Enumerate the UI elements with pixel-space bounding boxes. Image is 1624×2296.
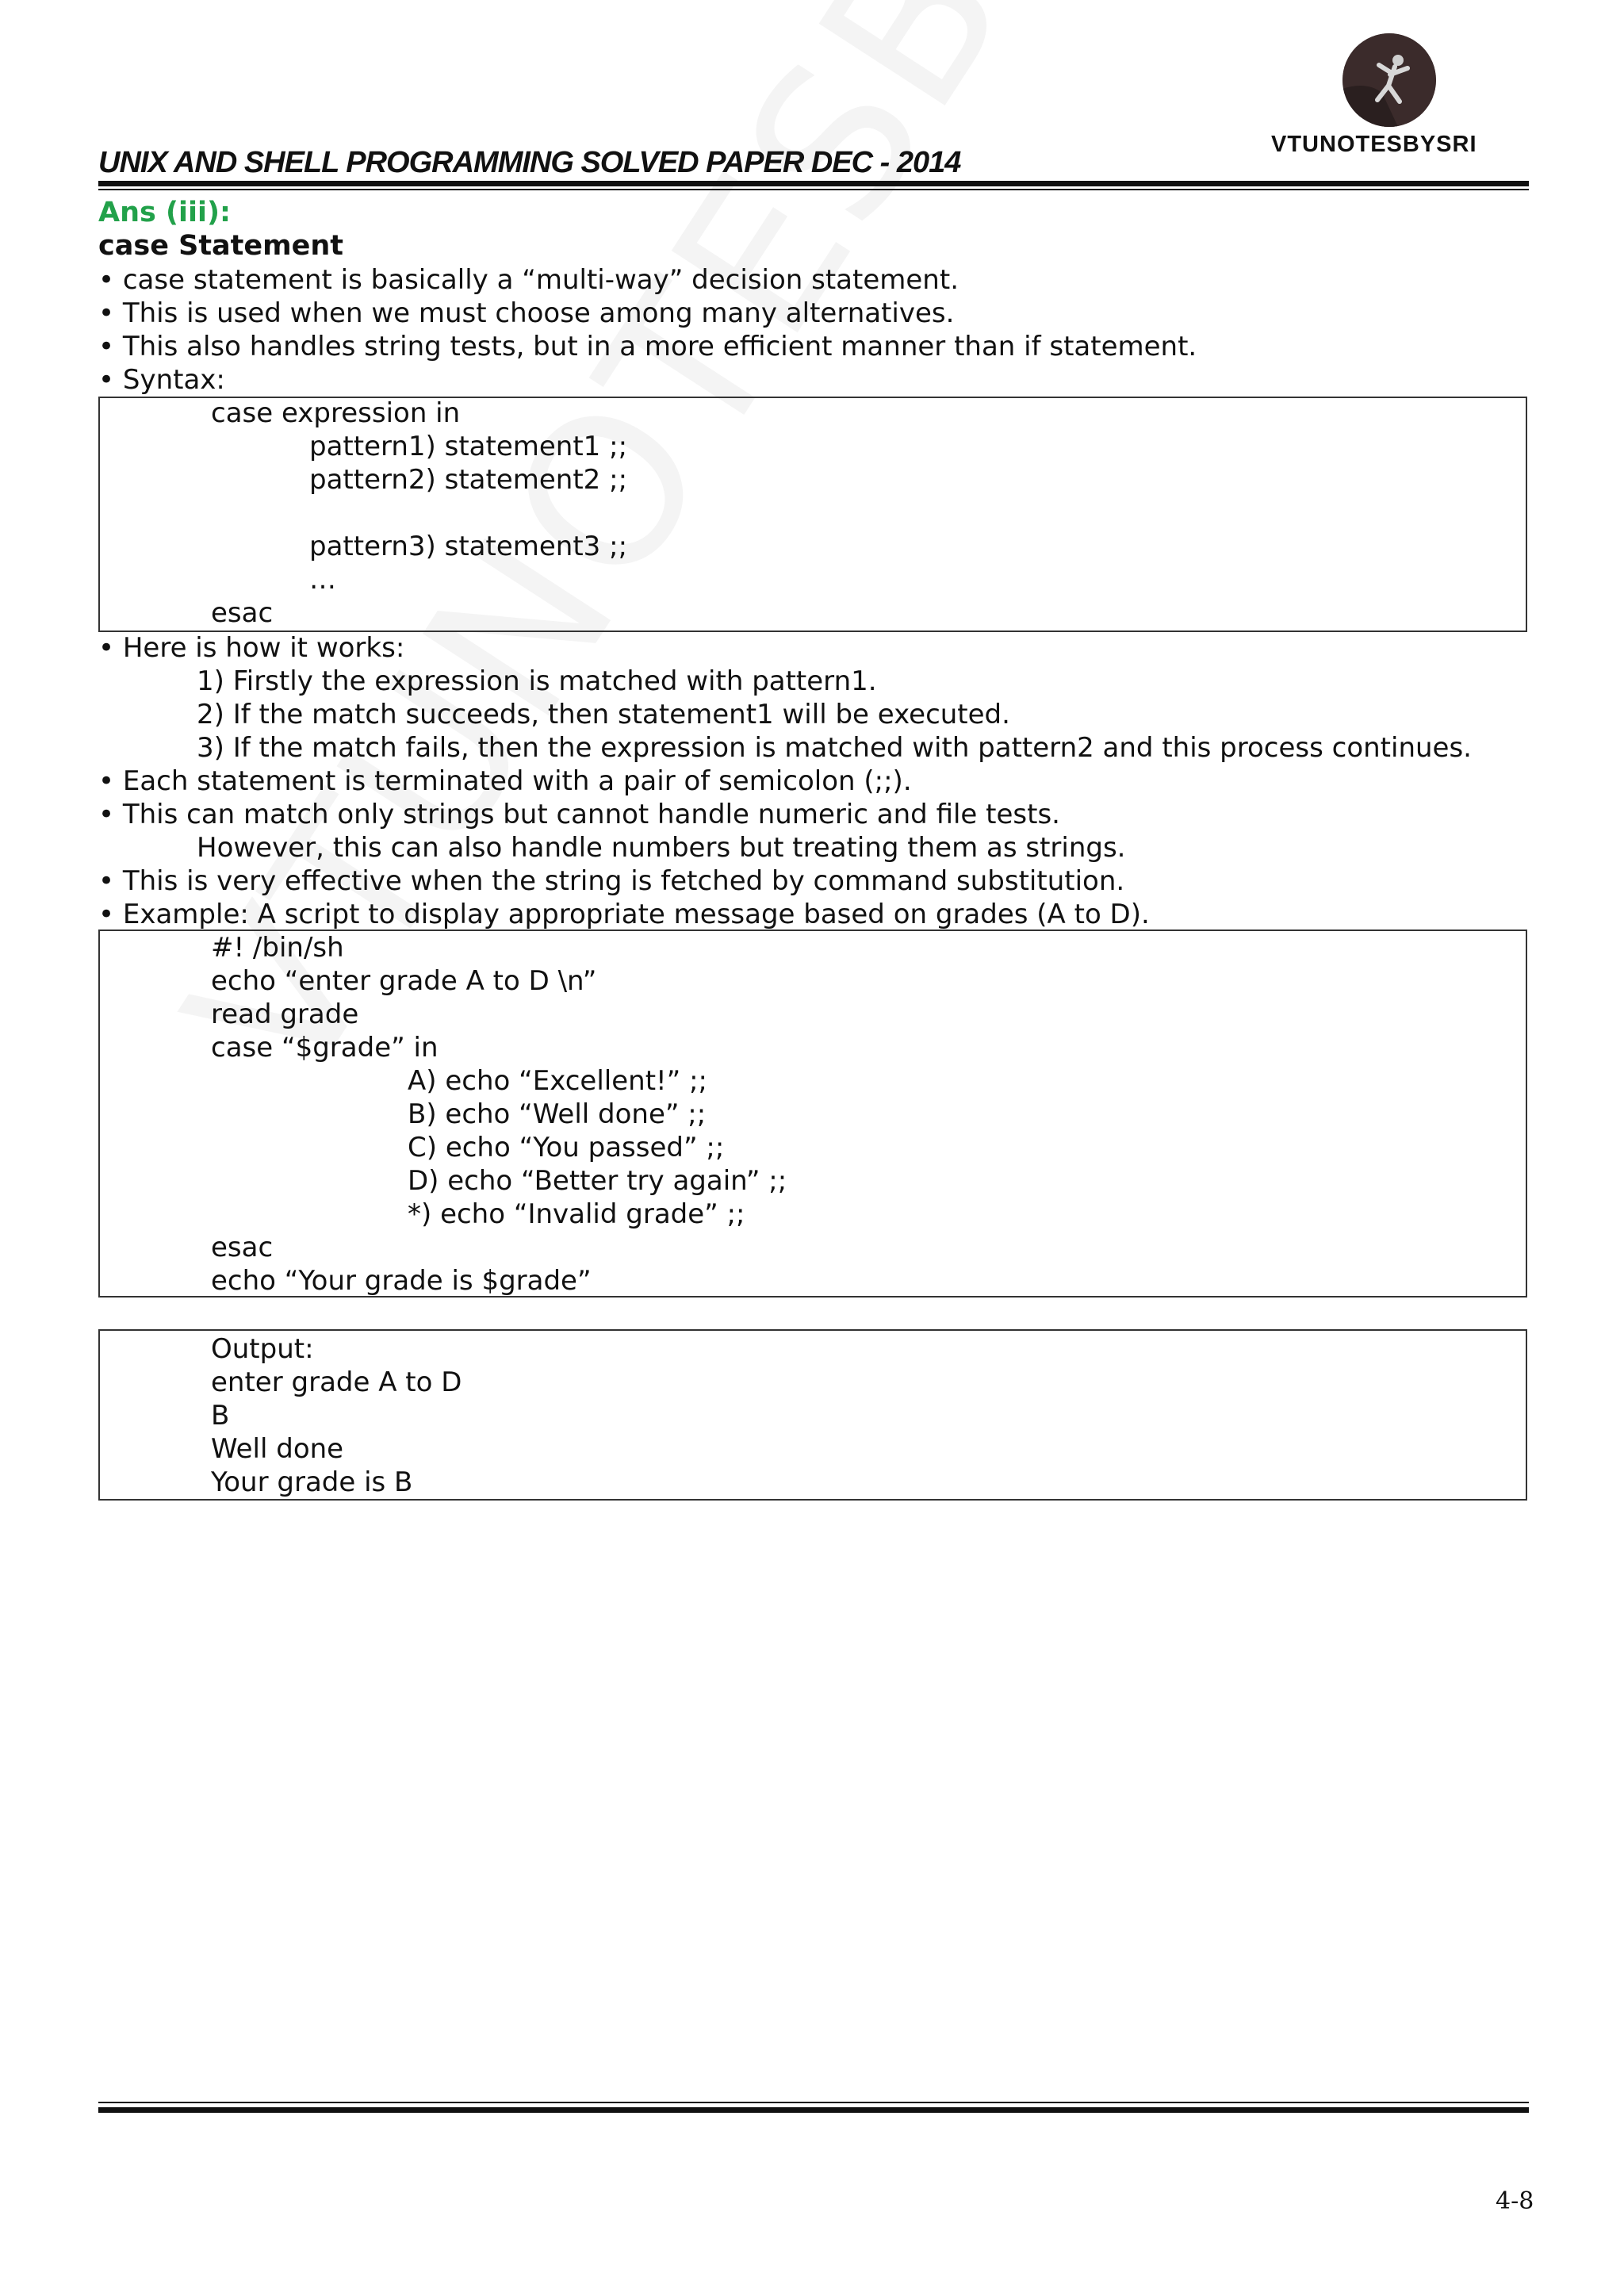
- output-line: B: [211, 1400, 230, 1432]
- script-line: A) echo “Excellent!” ;;: [408, 1065, 707, 1097]
- bullet-line: • This is used when we must choose among many alternatives.: [98, 297, 955, 329]
- syntax-line: case expression in: [211, 397, 461, 429]
- script-line: esac: [211, 1232, 274, 1263]
- brand-name: VTUNOTESBYSRI: [1271, 132, 1477, 157]
- header-rule-thick: [98, 181, 1529, 186]
- climber-logo-icon: [1342, 33, 1436, 127]
- bullet-line: • This can match only strings but cannot handle numeric and file tests.: [98, 799, 1060, 830]
- output-line: Your grade is B: [211, 1466, 413, 1498]
- bullet-line: • This also handles string tests, but in a more efficient manner than if statement.: [98, 331, 1197, 362]
- step-line: 1) Firstly the expression is matched with pattern1.: [197, 665, 877, 697]
- continuation-line: However, this can also handle numbers but treating them as strings.: [197, 832, 1126, 864]
- document-title: UNIX AND SHELL PROGRAMMING SOLVED PAPER DEC - 2014: [98, 146, 961, 179]
- syntax-line: …: [309, 564, 336, 596]
- step-line: 3) If the match fails, then the expression is matched with pattern2 and this process continues.: [197, 732, 1472, 764]
- output-line: enter grade A to D: [211, 1366, 462, 1398]
- bullet-line: • case statement is basically a “multi-way” decision statement.: [98, 264, 959, 296]
- page-number: 4-8: [1496, 2187, 1534, 2215]
- bullet-line: • Here is how it works:: [98, 632, 405, 664]
- script-line: echo “enter grade A to D \n”: [211, 965, 597, 997]
- script-line: #! /bin/sh: [211, 932, 344, 964]
- script-line: read grade: [211, 999, 359, 1030]
- footer-rule-thick: [98, 2107, 1529, 2113]
- script-line: echo “Your grade is $grade”: [211, 1265, 592, 1297]
- footer-rule-thin: [98, 2102, 1529, 2103]
- script-line: *) echo “Invalid grade” ;;: [408, 1198, 745, 1230]
- syntax-line: pattern2) statement2 ;;: [309, 464, 628, 496]
- bullet-line: • This is very effective when the string is fetched by command substitution.: [98, 865, 1125, 897]
- syntax-line: esac: [211, 597, 274, 629]
- script-line: case “$grade” in: [211, 1032, 439, 1064]
- output-line: Output:: [211, 1333, 314, 1365]
- bullet-line: • Syntax:: [98, 364, 225, 396]
- header-rule-thin: [98, 189, 1529, 190]
- answer-label: Ans (iii):: [98, 197, 232, 228]
- bullet-line: • Each statement is terminated with a pair of semicolon (;;).: [98, 765, 912, 797]
- bullet-line: • Example: A script to display appropriate message based on grades (A to D).: [98, 899, 1150, 930]
- step-line: 2) If the match succeeds, then statement1 will be executed.: [197, 699, 1010, 730]
- syntax-line: pattern3) statement3 ;;: [309, 531, 628, 562]
- script-line: D) echo “Better try again” ;;: [408, 1165, 787, 1197]
- output-line: Well done: [211, 1433, 344, 1465]
- script-line: C) echo “You passed” ;;: [408, 1132, 725, 1163]
- script-line: B) echo “Well done” ;;: [408, 1098, 707, 1130]
- syntax-line: pattern1) statement1 ;;: [309, 431, 628, 462]
- section-title: case Statement: [98, 230, 344, 262]
